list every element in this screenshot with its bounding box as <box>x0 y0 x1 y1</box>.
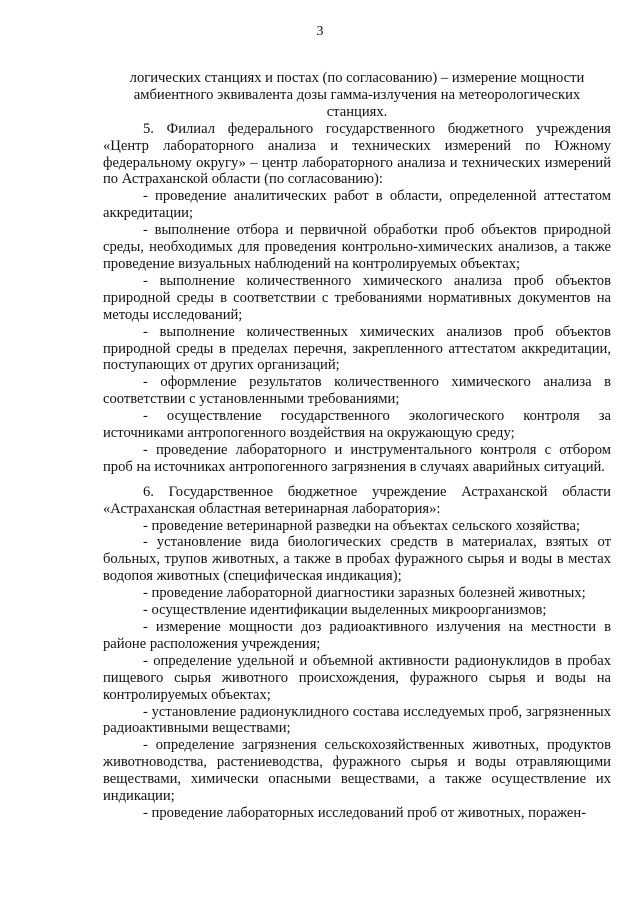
paragraph-section-6: 6. Государственное бюджетное учреждение Астраханской области «Астраханская областная ветеринарная лаборатория»: <box>103 483 611 517</box>
list-item: - определение удельной и объемной активности радионуклидов в пробах пищевого сырья животного происхождения, фуражного сырья и воды на контролируемых объектах; <box>103 652 611 703</box>
list-item: - выполнение количественного химического анализа проб объектов природной среды в соответствии с требованиями нормативных документов на методы исследований; <box>103 272 611 323</box>
list-item: - выполнение отбора и первичной обработки проб объектов природной среды, необходимых для проведения контрольно-химических анализов, а также проведение визуальных наблюдений на контролируемых объектах; <box>103 222 611 272</box>
list-item: - проведение лабораторного и инструментального контроля с отбором проб на источниках антропогенного загрязнения в случаях аварийных ситуаций. <box>103 441 611 475</box>
list-item: - установление радионуклидного состава исследуемых проб, загрязненных радиоактивными веществами; <box>103 703 611 737</box>
page-number: 3 <box>316 24 324 39</box>
list-item: - определение загрязнения сельскохозяйственных животных, продуктов животноводства, растениеводства, фуражного сырья и воды отравляющими веществами, химически опасными веществами, а также осуществление их индикации; <box>103 737 611 805</box>
list-item: - осуществление государственного экологического контроля за источниками антропогенного воздействия на окружающую среду; <box>103 408 611 442</box>
paragraph-section-5: 5. Филиал федерального государственного бюджетного учреждения «Центр лабораторного анализа и технических измерений по Южному федеральному округу» – центр лабораторного анализа и технических измерений по Астраханской области (по согласованию): <box>103 120 611 188</box>
list-item: - оформление результатов количественного химического анализа в соответствии с установленными требованиями; <box>103 374 611 408</box>
list-item: - проведение лабораторной диагностики заразных болезней животных; <box>143 585 586 602</box>
list-item: - выполнение количественных химических анализов проб объектов природной среды в пределах перечня, закрепленного аттестатом аккредитации, поступающих от других организаций; <box>103 323 611 374</box>
paragraph-continuation: логических станциях и постах (по согласованию) – измерение мощности амбиентного эквивалента дозы гамма-излучения на метеорологических станциях. <box>129 70 585 120</box>
list-item: - установление вида биологических средств в материалах, взятых от больных, трупов животных, а также в пробах фуражного сырья и воды в местах водопоя животных (специфическая индикация); <box>103 534 611 585</box>
list-item: - измерение мощности доз радиоактивного излучения на местности в районе расположения учреждения; <box>103 619 611 652</box>
list-item: - осуществление идентификации выделенных микроорганизмов; <box>143 602 547 619</box>
list-item: - проведение ветеринарной разведки на объектах сельского хозяйства; <box>143 517 581 534</box>
list-item: - проведение лабораторных исследований проб от животных, поражен- <box>143 804 587 821</box>
document-body <box>103 70 611 822</box>
list-item: - проведение аналитических работ в области, определенной аттестатом аккредитации; <box>103 188 611 222</box>
